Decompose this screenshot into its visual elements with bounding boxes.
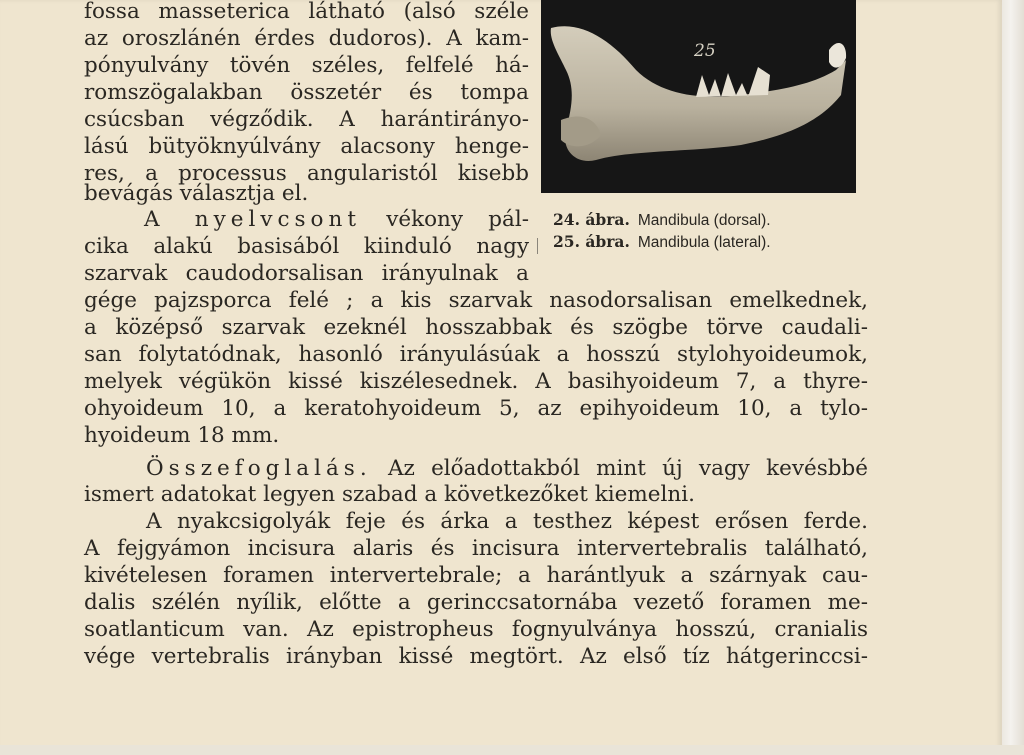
text-line: lású bütyöknyúlvány alacsony henge- <box>84 134 529 159</box>
text-line: bevágás választja el. <box>84 181 309 206</box>
summary-rest: Az előadottakból mint új vagy kevésbbé <box>387 456 868 481</box>
caption-24 <box>553 210 771 230</box>
text-line: vége vertebralis irányban kissé megtört. Az első tíz hátgerinccsi- <box>84 644 868 669</box>
mandible-photo-figure <box>541 0 856 193</box>
text-line: az oroszlánén érdes dudoros). A kam- <box>84 26 529 51</box>
summary-heading: Összefoglalás. <box>146 456 372 481</box>
text-line: A nyakcsigolyák feje és árka a testhez képest erősen ferde. <box>146 509 868 534</box>
nyelvcsont-rest: vékony pál- <box>386 207 529 232</box>
text-line: ismert adatokat legyen szabad a következőket kiemelni. <box>84 482 695 507</box>
page-right-edge <box>1002 0 1024 755</box>
text-line: szarvak caudodorsalisan irányulnak a <box>84 261 529 286</box>
text-line: dalis szélén nyílik, előtte a gerinccsatornába vezető foramen me- <box>84 590 868 615</box>
text-line: melyek végükön kissé kiszélesednek. A basihyoideum 7, a thyre- <box>84 369 868 394</box>
caption-24-number: 24. ábra. <box>553 210 630 229</box>
text-line: res, a processus angularistól kisebb <box>84 161 529 186</box>
text-line: fossa masseterica látható (alsó széle <box>84 0 529 24</box>
text-line: cika alakú basisából kiinduló nagy <box>84 234 529 259</box>
caption-marker <box>537 238 538 254</box>
text-line: ohyoideum 10, a keratohyoideum 5, az epihyoideum 10, a tylo- <box>84 396 868 421</box>
text-line: kivételesen foramen intervertebrale; a harántlyuk a szárnyak cau- <box>84 563 868 588</box>
caption-24-text: Mandibula (dorsal). <box>637 212 771 229</box>
mandible-lateral-image <box>541 0 856 193</box>
text-line: gége pajzsporca felé ; a kis szarvak nasodorsalisan emelkednek, <box>84 288 868 313</box>
text-line: A fejgyámon incisura alaris és incisura intervertebralis található, <box>84 536 868 561</box>
text-line: pónyulvány tövén széles, felfelé há- <box>84 53 529 78</box>
text-line: a középső szarvak ezeknél hosszabbak és szögbe törve caudali- <box>84 315 868 340</box>
figure-number-label: 25 <box>694 41 716 61</box>
summary-heading-line <box>146 455 868 482</box>
nyelvcsont-line <box>144 206 529 233</box>
page-bottom-edge <box>0 745 1024 755</box>
caption-25-text: Mandibula (lateral). <box>637 234 771 251</box>
caption-25 <box>553 232 771 252</box>
caption-25-number: 25. ábra. <box>553 232 630 251</box>
text-line: san folytatódnak, hasonló irányulásúak a hosszú stylohyoideumok, <box>84 342 868 367</box>
text-line: romszögalakban összetér és tompa <box>84 80 529 105</box>
text-line: hyoideum 18 mm. <box>84 423 280 448</box>
text-line: soatlanticum van. Az epistropheus fognyulványa hosszú, cranialis <box>84 617 868 642</box>
text-line: csúcsban végződik. A harántirányo- <box>84 107 529 132</box>
nyelvcsont-heading: A nyelvcsont <box>144 207 361 232</box>
